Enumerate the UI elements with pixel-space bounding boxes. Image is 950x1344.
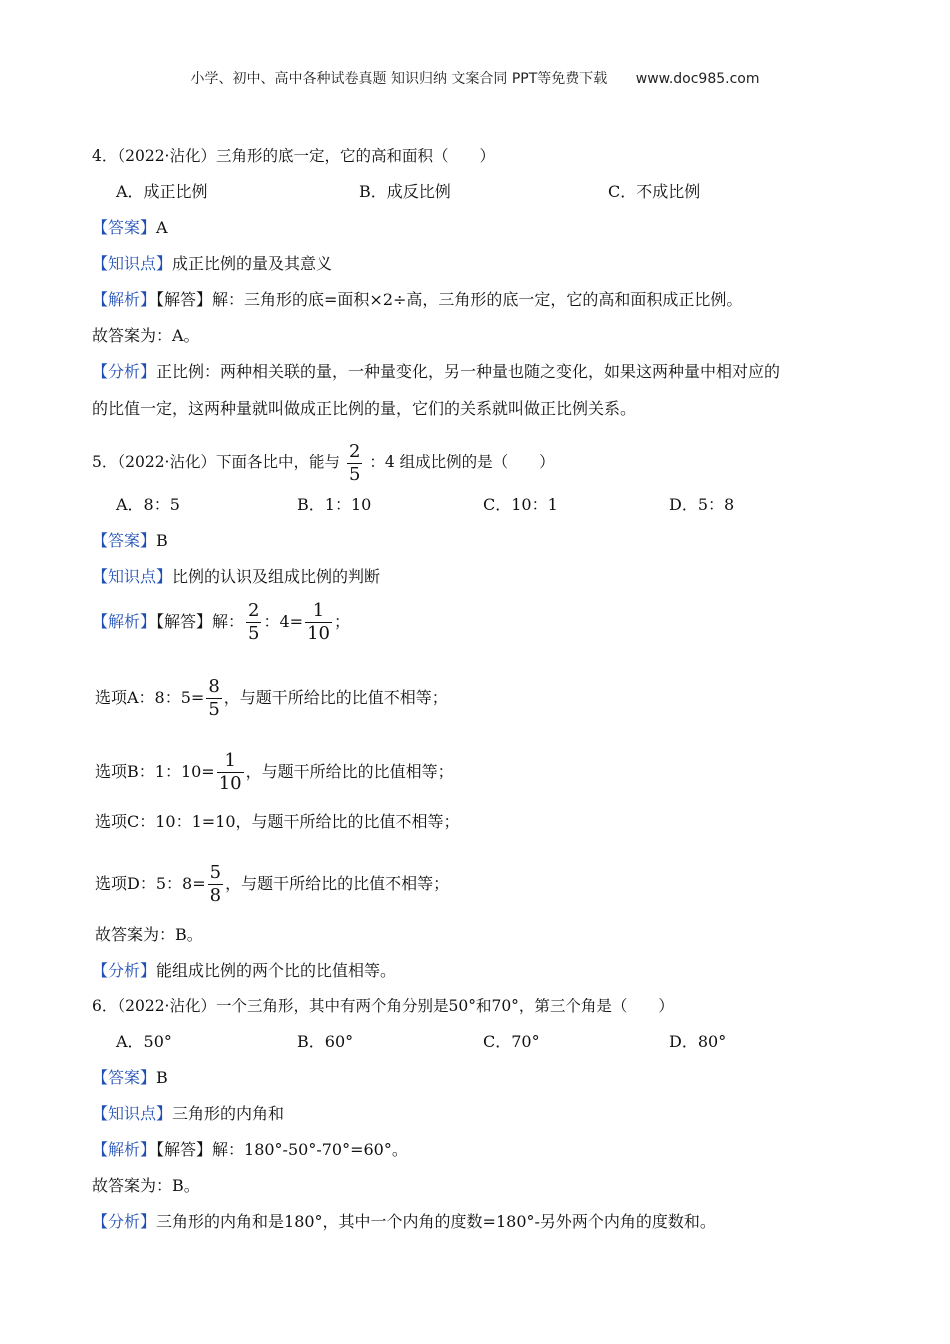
frac-den: 5 [208,699,220,720]
jx-tag: 【解析】 [92,612,157,631]
jx-value: 【解答】解：三角形的底=面积×2÷高，三角形的底一定，它的高和面积成正比例。 [156,290,743,309]
q5-conclusion: 故答案为：B。 [95,925,203,944]
q5-option-a-analysis [95,676,448,720]
frac-num: 2 [248,600,260,621]
q6-stem: 6．（2022·沾化）一个三角形，其中有两个角分别是50°和70°，第三个角是（ ） [92,997,674,1015]
jx-mid: ：4= [263,612,304,631]
jx-fraction-2 [305,602,332,643]
q5-option-b-analysis [95,750,454,794]
q5-stem [92,442,555,484]
text: 选项D：5：8= [95,874,206,893]
q5-answer [92,530,168,552]
answer-tag: 【答案】 [92,218,157,237]
q4-option-a: A．成正比例 [116,182,208,201]
answer-value: B [156,531,168,550]
frac-den: 10 [218,773,242,794]
fx-value: 三角形的内角和是180°，其中一个内角的度数=180°-另外两个内角的度数和。 [156,1212,716,1231]
q5-remark [92,960,396,982]
q5-stem-end: ：4 组成比例的是（ ） [369,453,555,471]
q6-answer [92,1067,168,1089]
fraction [208,864,223,905]
q6-knowledge-point [92,1103,284,1125]
q4-analysis [92,289,742,311]
frac-num: 1 [305,602,332,623]
text: 选项A：8：5= [95,688,205,707]
q5-option-d: D．5：8 [669,495,735,514]
q5-knowledge-point [92,566,380,588]
kp-value: 三角形的内角和 [172,1104,285,1123]
jx-fraction-1 [246,602,261,643]
q4-answer [92,217,168,239]
kp-value: 成正比例的量及其意义 [172,254,333,273]
q6-analysis [92,1139,408,1161]
q5-option-c-analysis: 选项C：10：1=10，与题干所给比的比值不相等； [95,812,460,831]
kp-tag: 【知识点】 [92,1104,173,1123]
q4-option-c: C．不成比例 [608,182,701,201]
answer-value: A [156,218,168,237]
frac-den: 5 [248,623,260,644]
fraction [217,752,244,793]
q5-analysis [92,600,350,644]
jx-tag: 【解析】 [92,290,157,309]
q5-option-d-analysis [95,862,449,906]
kp-tag: 【知识点】 [92,567,173,586]
q4-knowledge-point [92,253,332,275]
q6-conclusion: 故答案为：B。 [92,1176,200,1195]
q5-option-c: C．10：1 [483,495,558,514]
answer-tag: 【答案】 [92,531,157,550]
q6-option-b: B．60° [297,1032,354,1051]
frac-num: 1 [217,752,244,773]
page-header [0,68,950,90]
frac-den: 10 [307,623,330,644]
q6-option-d: D．80° [669,1032,727,1051]
q5-fraction [347,440,362,485]
q5-option-a: A．8：5 [116,495,180,514]
frac-num: 5 [209,862,222,883]
fx-tag: 【分析】 [92,961,157,980]
header-text: 小学、初中、高中各种试卷真题 知识归纳 文案合同 PPT等免费下载 [190,71,608,87]
frac-den: 5 [348,463,361,485]
kp-tag: 【知识点】 [92,254,173,273]
q4-remark-line2: 的比值一定，这两种量就叫做成正比例的量，它们的关系就叫做正比例关系。 [92,399,637,418]
q6-option-a: A．50° [116,1032,172,1051]
q5-option-b: B．1：10 [297,495,372,514]
fx-tag: 【分析】 [92,362,157,381]
fx-tag: 【分析】 [92,1212,157,1231]
frac-num: 8 [208,676,220,697]
jx-end: ； [333,612,350,631]
text: ，与题干所给比的比值相等； [245,762,454,781]
text: 选项B：1：10= [95,762,215,781]
jx-tag: 【解析】 [92,1140,157,1159]
frac-num: 2 [348,440,361,462]
fx-value: 能组成比例的两个比的比值相等。 [156,961,397,980]
frac-den: 8 [209,885,222,906]
q4-conclusion: 故答案为：A。 [92,326,200,345]
q4-option-b: B．成反比例 [359,182,451,201]
q6-remark [92,1211,716,1233]
fx-line1: 正比例：两种相关联的量，一种量变化，另一种量也随之变化，如果这两种量中相对应的 [156,362,781,381]
kp-value: 比例的认识及组成比例的判断 [172,567,381,586]
q4-remark [92,361,780,383]
header-site: www.doc985.com [635,71,760,87]
q4-stem: 4．（2022·沾化）三角形的底一定，它的高和面积（ ） [92,147,495,165]
text: ，与题干所给比的比值不相等； [225,874,450,893]
fraction [206,678,221,719]
text: ，与题干所给比的比值不相等； [223,688,448,707]
answer-value: B [156,1068,168,1087]
jx-start: 【解答】解： [156,612,245,631]
jx-value: 【解答】解：180°-50°-70°=60°。 [156,1140,408,1159]
q5-stem-start: 5．（2022·沾化）下面各比中，能与 [92,453,340,471]
q6-option-c: C．70° [483,1032,540,1051]
answer-tag: 【答案】 [92,1068,157,1087]
